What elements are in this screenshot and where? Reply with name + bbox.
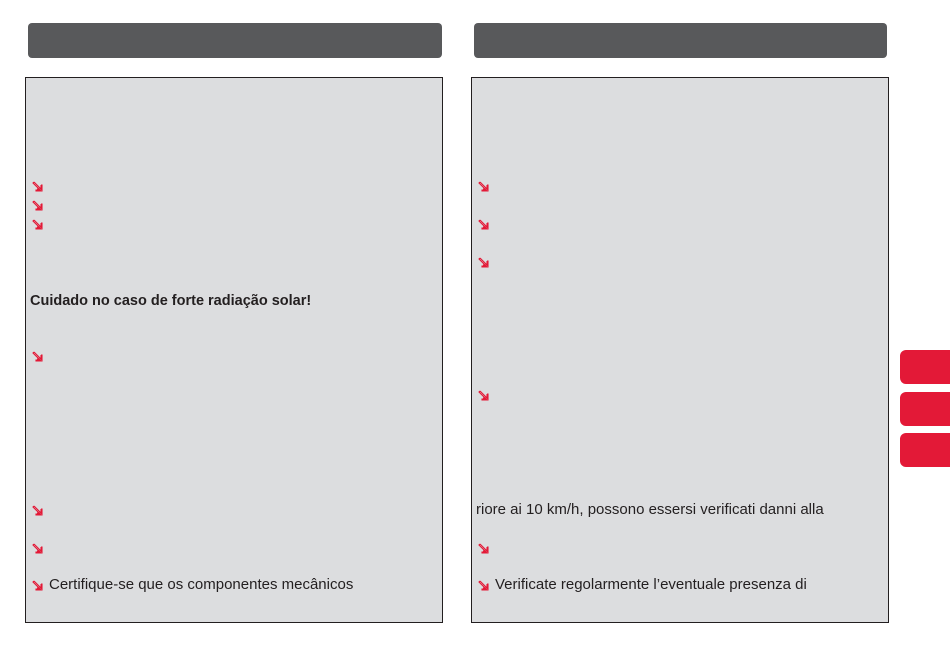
side-tab-3[interactable] <box>900 433 950 467</box>
arrow-bullet-icon <box>32 219 44 231</box>
side-tab-1[interactable] <box>900 350 950 384</box>
arrow-bullet-icon <box>32 505 44 517</box>
section-heading: Cuidado no caso de forte radiação solar! <box>30 293 312 309</box>
list-item-text: Verificate regolarmente l’eventuale presenza di <box>495 576 807 593</box>
arrow-bullet-icon <box>32 543 44 555</box>
arrow-bullet-icon <box>478 257 490 269</box>
text-panel-right <box>471 77 889 623</box>
arrow-bullet-icon <box>32 351 44 363</box>
arrow-bullet-icon <box>32 181 44 193</box>
arrow-bullet-icon <box>478 219 490 231</box>
arrow-bullet-icon <box>478 181 490 193</box>
arrow-bullet-icon <box>478 390 490 402</box>
arrow-bullet-icon <box>478 580 490 592</box>
list-item-text: Certifique-se que os componentes mecânicos <box>49 576 354 593</box>
section-header-bar-left <box>28 23 442 58</box>
paragraph-text: riore ai 10 km/h, possono essersi verificati danni alla <box>476 501 824 518</box>
arrow-bullet-icon <box>32 580 44 592</box>
arrow-bullet-icon <box>478 543 490 555</box>
text-panel-left <box>25 77 443 623</box>
section-header-bar-right <box>474 23 887 58</box>
side-tab-2[interactable] <box>900 392 950 426</box>
arrow-bullet-icon <box>32 200 44 212</box>
